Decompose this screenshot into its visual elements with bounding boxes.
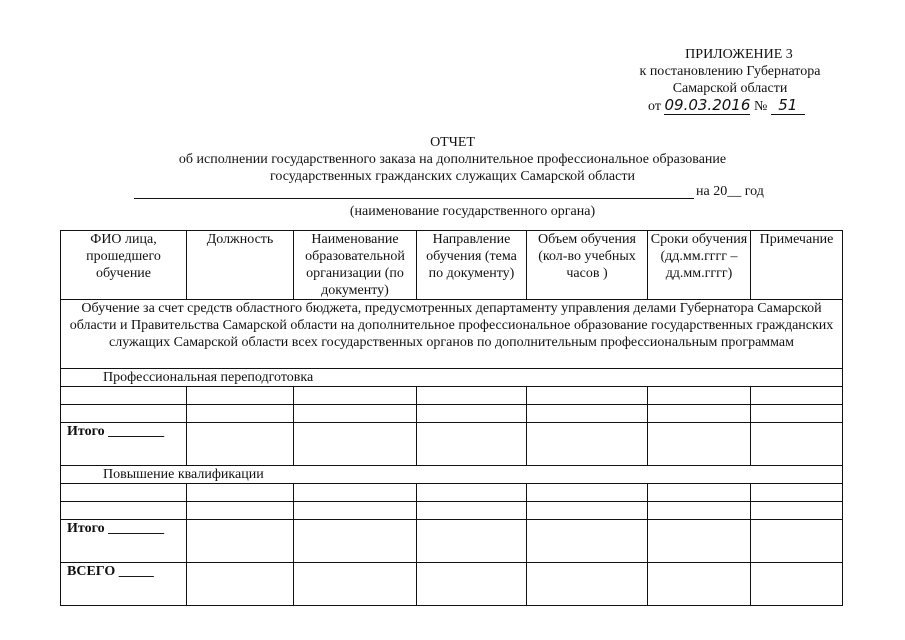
qualification-label-row: [61, 466, 843, 484]
handwritten-number: 51: [771, 97, 805, 115]
fill-in-rule: [134, 198, 694, 199]
appendix-ref: к постановлению Губернатора: [639, 64, 821, 79]
number-label: №: [753, 99, 768, 114]
organ-name-line: [134, 184, 774, 202]
appendix-title: ПРИЛОЖЕНИЕ 3: [685, 47, 793, 62]
col-header-terms: Сроки обучения (дд.мм.гггг – дд.мм.гггг): [648, 231, 751, 300]
grand-total-label: ВСЕГО _____: [67, 564, 154, 579]
table-row: [61, 484, 843, 502]
report-subtitle-2: государственных гражданских служащих Самарской области: [270, 169, 635, 184]
table-row: [61, 405, 843, 423]
retraining-total-row: [61, 423, 843, 466]
appendix-block: [600, 46, 860, 115]
col-header-volume: Объем обучения (кол-во учебных часов ): [527, 231, 648, 300]
section-title-row: [61, 300, 843, 369]
year-text: на 20__ год: [696, 184, 764, 199]
handwritten-date: 09.03.2016: [664, 96, 751, 114]
retraining-label: Профессиональная переподготовка: [103, 370, 314, 385]
report-subtitle-1: об исполнении государственного заказа на дополнительное профессиональное образование: [178, 152, 727, 167]
table-row: [61, 502, 843, 520]
grand-total-row: [61, 563, 843, 606]
col-header-direction: Направление обучения (тема по документу): [417, 231, 527, 300]
report-table: [60, 230, 843, 606]
section-title: Обучение за счет средств областного бюджета, предусмотренных департаменту управления делами Губернатора Самарской области и Правительства Самарской области на дополнительное профессиональное образование государственных гражданских служащих Самарской области всех государственных органов по дополнительным профессиональным программам: [61, 300, 843, 369]
appendix-region: Самарской области: [672, 81, 788, 96]
total-label: Итого ________: [67, 424, 165, 439]
col-header-note: Примечание: [751, 231, 843, 300]
header-row: [61, 231, 843, 300]
col-header-fio: ФИО лица, прошедшего обучение: [61, 231, 187, 300]
col-header-organization: Наименование образовательной организации (по документу): [294, 231, 417, 300]
retraining-label-row: [61, 369, 843, 387]
table-row: [61, 387, 843, 405]
total-label: Итого ________: [67, 521, 165, 536]
qualification-label: Повышение квалификации: [103, 467, 264, 482]
qualification-total-row: [61, 520, 843, 563]
appendix-date-line: [600, 97, 860, 115]
report-title-block: [0, 134, 905, 185]
report-heading: ОТЧЕТ: [430, 135, 475, 150]
from-label: от: [648, 99, 661, 114]
col-header-position: Должность: [187, 231, 294, 300]
organ-name-caption: (наименование государственного органа): [349, 204, 596, 219]
